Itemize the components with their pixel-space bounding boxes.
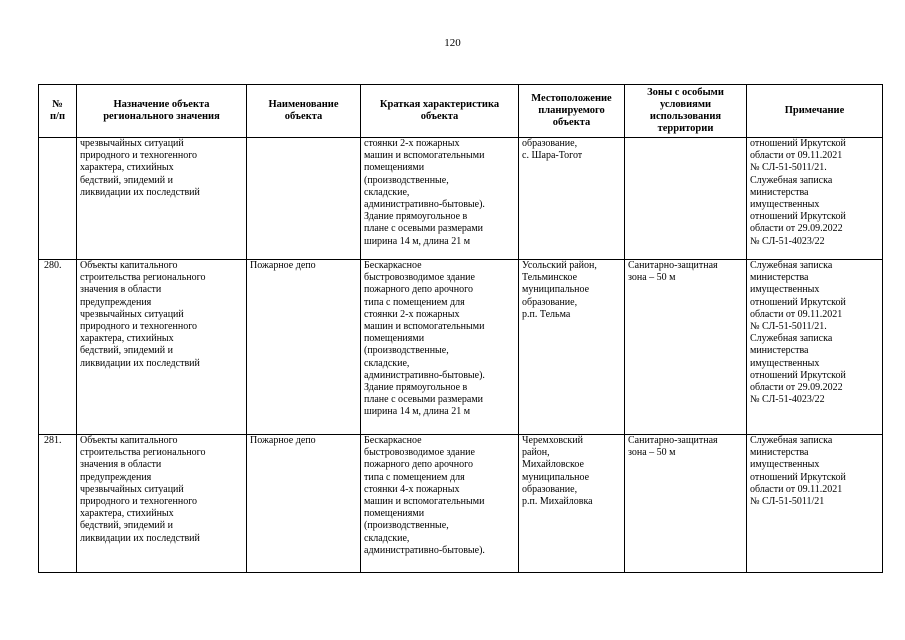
cell-zones: [625, 138, 747, 260]
cell-description: стоянки 2-х пожарных машин и вспомогательными помещениями (производственные, складские, административно-бытовые). Здание прямоугольное в плане с осевыми размерами ширина 14 м, длина 21 м: [361, 138, 519, 260]
cell-purpose: чрезвычайных ситуаций природного и техногенного характера, стихийных бедствий, эпидемий и ликвидации их последствий: [77, 138, 247, 260]
header-note: Примечание: [747, 85, 883, 138]
cell-description: Бескаркасное быстровозводимое здание пожарного депо арочного типа с помещением для стоянки 2-х пожарных машин и вспомогательными помещениями (производственные, складские, административно-бытовые). Здание прямоугольное в плане с осевыми размерами ширина 14 м, длина 21 м: [361, 260, 519, 435]
table-header-row: [39, 85, 883, 138]
cell-num: 281.: [39, 435, 77, 573]
cell-location: Усольский район, Тельминское муниципальное образование, р.п. Тельма: [519, 260, 625, 435]
header-location: Местоположение планируемого объекта: [519, 85, 625, 138]
cell-description: Бескаркасное быстровозводимое здание пожарного депо арочного типа с помещением для стоянки 4-х пожарных машин и вспомогательными помещениями (производственные, складские, административно-бытовые).: [361, 435, 519, 573]
table-row: [39, 260, 883, 435]
cell-note: Служебная записка министерства имущественных отношений Иркутской области от 09.11.2021 № СЛ-51-5011/21. Служебная записка министерства имущественных отношений Иркутской области от 29.09.2022 № СЛ-51-4023/22: [747, 260, 883, 435]
table-row: [39, 138, 883, 260]
header-name: Наименование объекта: [247, 85, 361, 138]
header-num: № п/п: [39, 85, 77, 138]
cell-zones: Санитарно-защитная зона – 50 м: [625, 435, 747, 573]
cell-num: 280.: [39, 260, 77, 435]
header-zones: Зоны с особыми условиями использования территории: [625, 85, 747, 138]
page-number: 120: [444, 37, 461, 49]
cell-num: [39, 138, 77, 260]
cell-zones: Санитарно-защитная зона – 50 м: [625, 260, 747, 435]
header-description: Краткая характеристика объекта: [361, 85, 519, 138]
cell-note: Служебная записка министерства имущественных отношений Иркутской области от 09.11.2021 № СЛ-51-5011/21: [747, 435, 883, 573]
cell-purpose: Объекты капитального строительства регионального значения в области предупреждения чрезвычайных ситуаций природного и техногенного характера, стихийных бедствий, эпидемий и ликвидации их последствий: [77, 260, 247, 435]
table-row: [39, 435, 883, 573]
cell-name: [247, 138, 361, 260]
cell-purpose: Объекты капитального строительства регионального значения в области предупреждения чрезвычайных ситуаций природного и техногенного характера, стихийных бедствий, эпидемий и ликвидации их последствий: [77, 435, 247, 573]
cell-name: Пожарное депо: [247, 435, 361, 573]
cell-note: отношений Иркутской области от 09.11.2021 № СЛ-51-5011/21. Служебная записка министерства имущественных отношений Иркутской области от 29.09.2022 № СЛ-51-4023/22: [747, 138, 883, 260]
cell-location: Черемховский район, Михайловское муниципальное образование, р.п. Михайловка: [519, 435, 625, 573]
objects-table: [38, 84, 883, 573]
cell-location: образование, с. Шара-Тогот: [519, 138, 625, 260]
header-purpose: Назначение объекта регионального значения: [77, 85, 247, 138]
cell-name: Пожарное депо: [247, 260, 361, 435]
